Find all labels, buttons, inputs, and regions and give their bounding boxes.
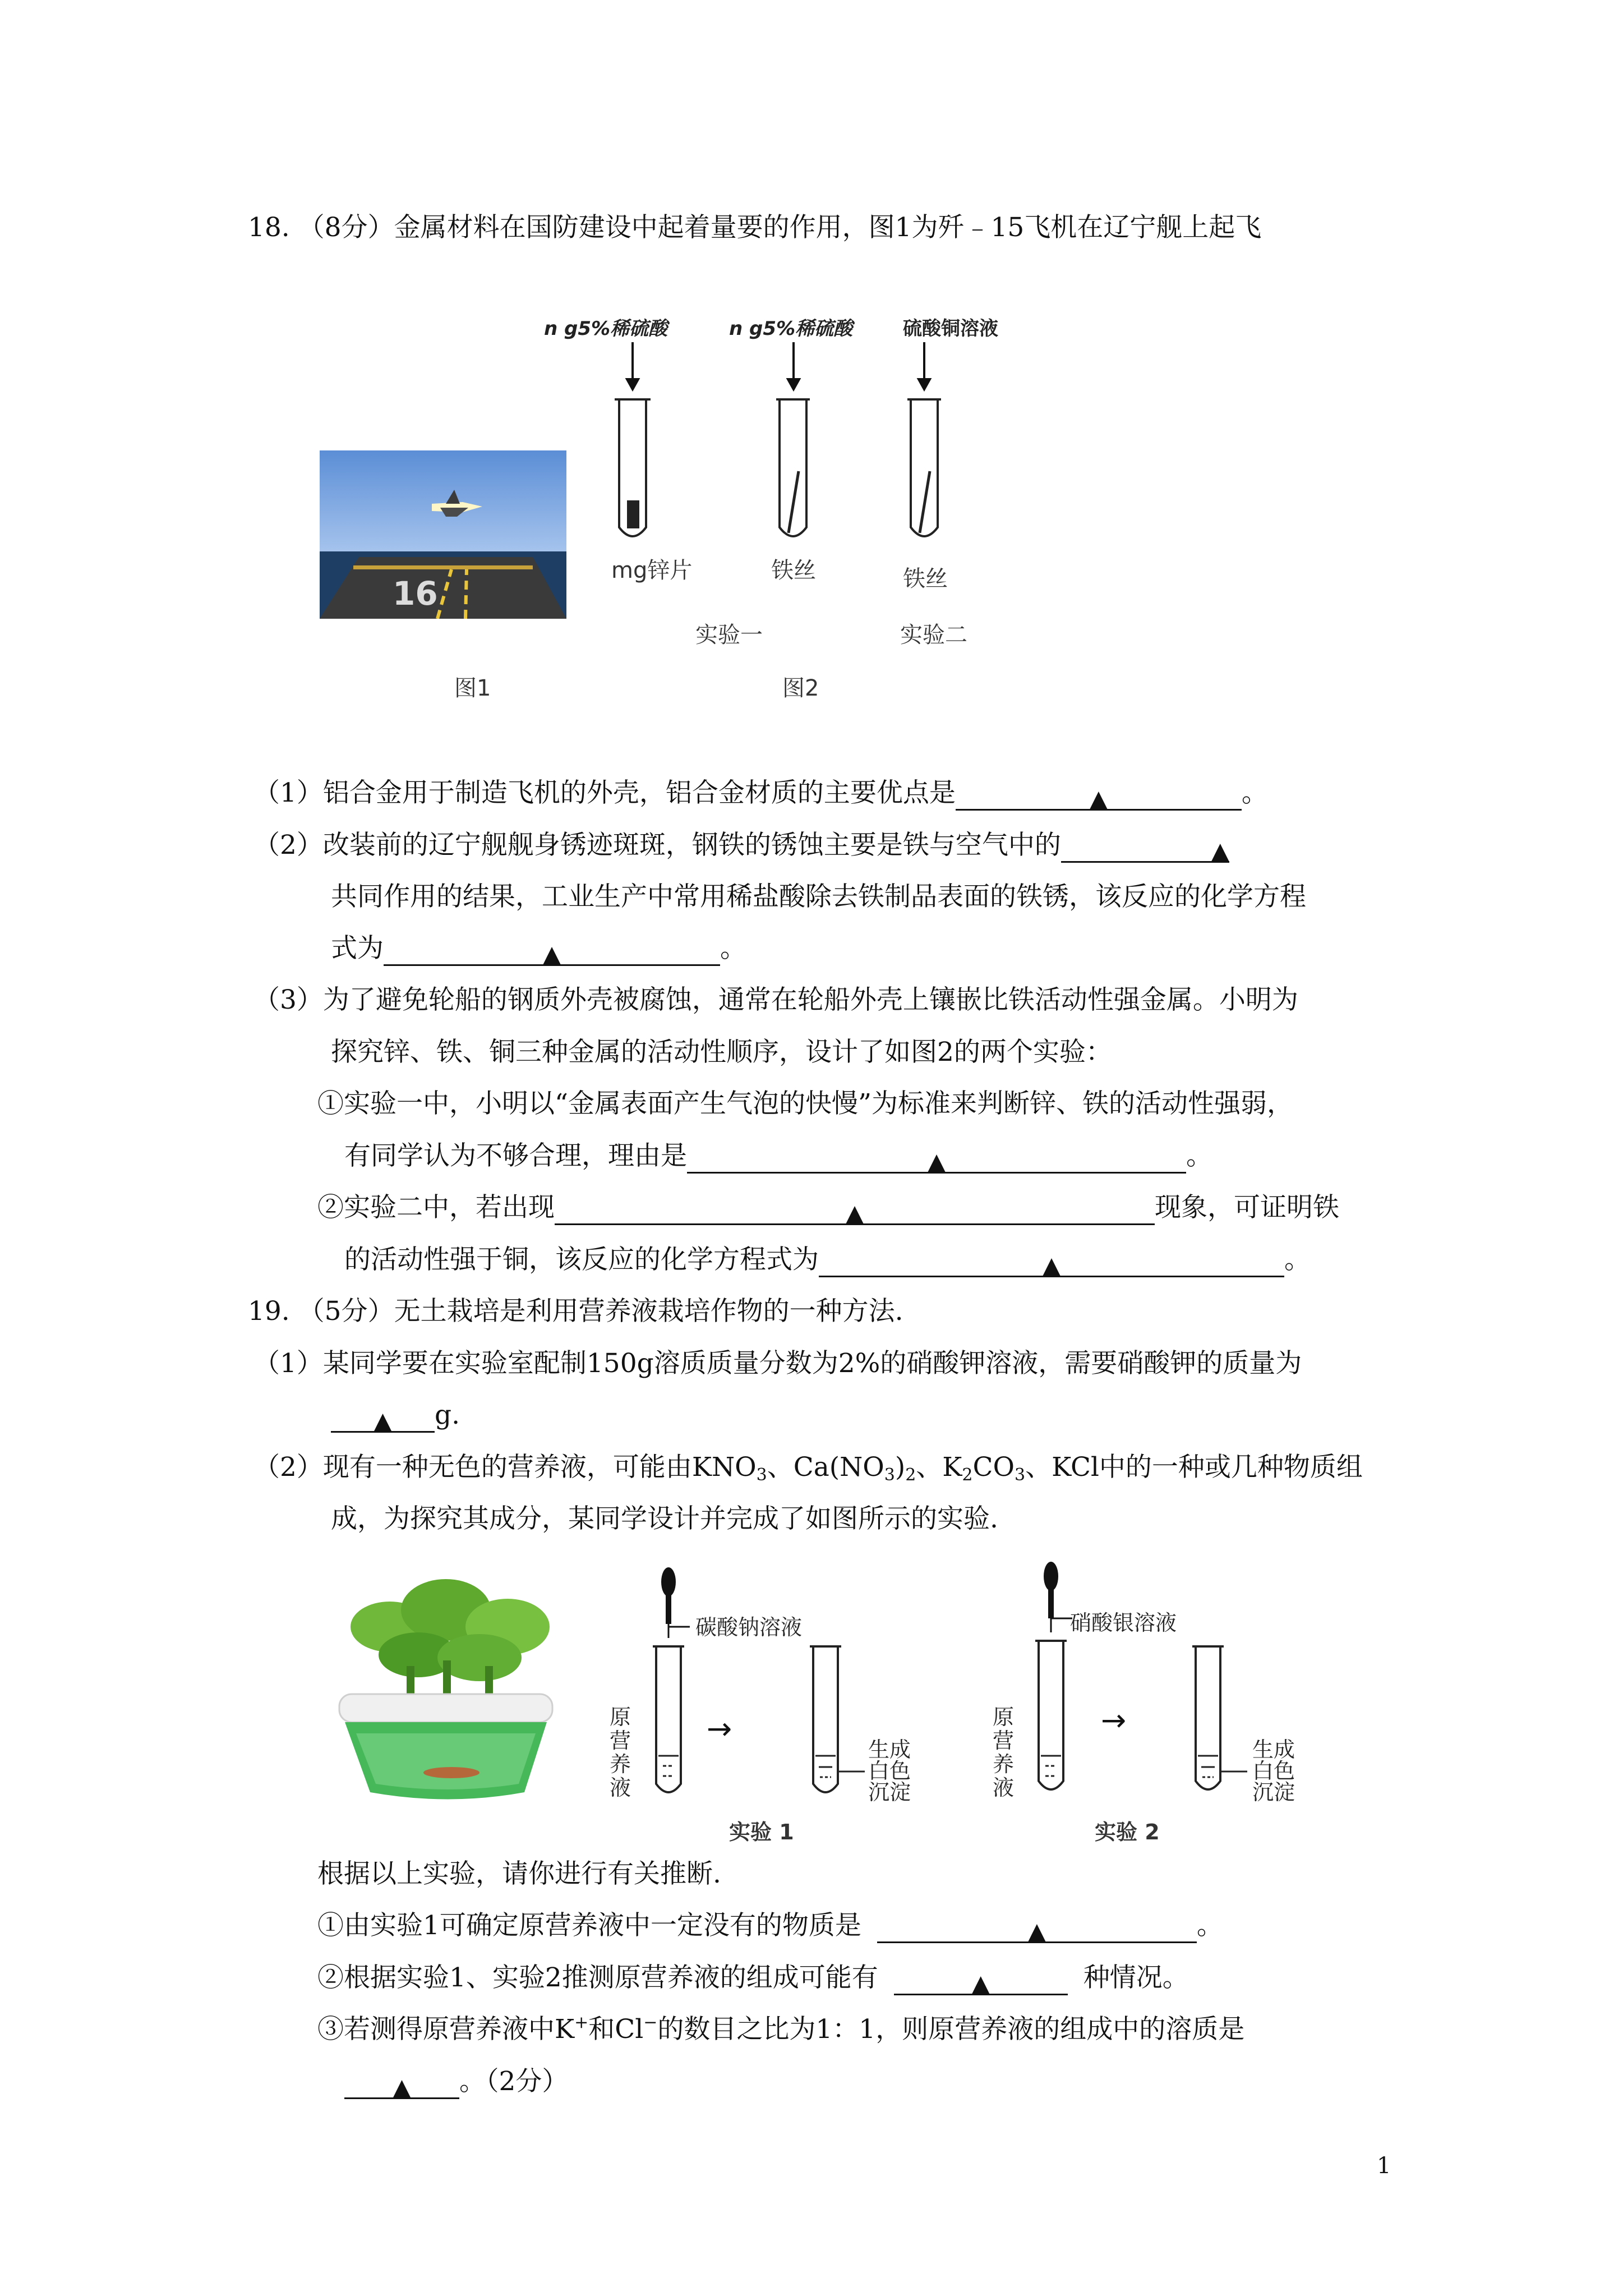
answer-blank[interactable]: ▲ [877, 1913, 1197, 1943]
precipitate-label-1: 生成白色沉淀 [868, 1737, 911, 1805]
answer-blank[interactable]: ▲ [956, 781, 1242, 811]
q18-part2-line3: 式为 ▲ 。 [331, 933, 746, 968]
deck-number: 16 [393, 574, 438, 613]
q19-inference-1: ①由实验1可确定原营养液中一定没有的物质是 ▲ 。 [317, 1910, 1223, 1945]
answer-blank[interactable]: ▲ [819, 1248, 1284, 1277]
experiment-2-caption: 实验二 [900, 622, 967, 648]
figure-2-test-tubes [561, 337, 987, 550]
q18-part2-line2: 共同作用的结果，工业生产中常用稀盐酸除去铁制品表面的铁锈，该反应的化学方程 [331, 881, 1306, 912]
figure-2-caption: 图2 [782, 675, 819, 701]
reagent-label-a: n g5%稀硫酸 [544, 318, 668, 340]
experiment-1-caption: 实验一 [695, 622, 763, 648]
arrow-2: → [1101, 1703, 1127, 1738]
experiment-1-tubes [634, 1565, 869, 1806]
q18-part3-line2: 探究锌、铁、铜三种金属的活动性顺序，设计了如图2的两个实验： [331, 1037, 1112, 1068]
q19-inference-intro: 根据以上实验，请你进行有关推断. [317, 1858, 721, 1889]
q18-part2-line1: （2）改装前的辽宁舰舰身锈迹斑斑，钢铁的锈蚀主要是铁与空气中的 ▲ [253, 830, 1229, 864]
answer-blank[interactable]: ▲ [1061, 833, 1229, 863]
iron-wire-label-2: 铁丝 [903, 566, 948, 592]
q18-part3-line1: （3）为了避免轮船的钢质外壳被腐蚀，通常在轮船外壳上镶嵌比铁活动性强金属。小明为 [253, 984, 1298, 1015]
answer-blank[interactable]: ▲ [331, 1403, 435, 1433]
q19-part1-line1: （1）某同学要在实验室配制150g溶质质量分数为2%的硝酸钾溶液，需要硝酸钾的质量为 [253, 1348, 1302, 1379]
arrow-1: → [707, 1711, 732, 1746]
answer-blank[interactable]: ▲ [384, 936, 720, 966]
zinc-label: mg锌片 [611, 558, 693, 583]
q18-part3-line4: 有同学认为不够合理，理由是 ▲ 。 [344, 1140, 1212, 1175]
q19-inference-3-answer: ▲ 。（2分） [344, 2064, 568, 2099]
original-solution-label-1: 原营养液 [609, 1705, 631, 1800]
reagent-sodium-carbonate: 碳酸钠溶液 [695, 1615, 803, 1640]
page-number: 1 [1377, 2153, 1391, 2179]
q18-part3-line5: ②实验二中，若出现 ▲ 现象，可证明铁 [317, 1192, 1339, 1227]
answer-blank[interactable]: ▲ [555, 1195, 1155, 1225]
q19-experiment-1-caption: 实验 1 [729, 1820, 794, 1844]
reagent-label-c: 硫酸铜溶液 [903, 318, 998, 340]
precipitate-label-2: 生成白色沉淀 [1252, 1737, 1295, 1805]
q18-part3-line3: ①实验一中，小明以“金属表面产生气泡的快慢”为标准来判断锌、铁的活动性强弱， [317, 1088, 1294, 1119]
figure-1-caption: 图1 [454, 675, 491, 701]
q19-experiment-2-caption: 实验 2 [1095, 1820, 1160, 1844]
hydroponic-plant-photo [322, 1565, 572, 1806]
iron-wire-label-1: 铁丝 [771, 558, 816, 583]
q18-part1: （1）铝合金用于制造飞机的外壳，铝合金材质的主要优点是 ▲ 。 [253, 777, 1268, 812]
q18-header: 18. （8分）金属材料在国防建设中起着量要的作用，图1为歼﹣15飞机在辽宁舰上起飞 [248, 212, 1262, 243]
figure-1-jet-photo [320, 450, 566, 619]
q19-part2-line2: 成，为探究其成分，某同学设计并完成了如图所示的实验. [331, 1503, 998, 1534]
q19-inference-3: ③若测得原营养液中K+和Cl−的数目之比为1：1，则原营养液的组成中的溶质是 [317, 2013, 1245, 2045]
q18-part3-line6: 的活动性强于铜，该反应的化学方程式为 ▲ 。 [344, 1244, 1311, 1279]
answer-blank[interactable]: ▲ [344, 2069, 459, 2099]
original-solution-label-2: 原营养液 [992, 1705, 1014, 1800]
answer-blank[interactable]: ▲ [894, 1966, 1068, 1995]
experiment-2-tubes [1016, 1559, 1252, 1806]
reagent-label-b: n g5%稀硫酸 [729, 318, 853, 340]
reagent-silver-nitrate: 硝酸银溶液 [1070, 1611, 1177, 1635]
q19-part1-line2: ▲ g. [331, 1398, 460, 1433]
q19-inference-2: ②根据实验1、实验2推测原营养液的组成可能有 ▲ 种情况。 [317, 1962, 1189, 1997]
q19-part2-line1: （2）现有一种无色的营养液，可能由$KNO_3$、$Ca(NO_3)_2$、$K_2CO_3$、KCl中的一种或几种物质组 [253, 1452, 1363, 1485]
q19-header: 19. （5分）无土栽培是利用营养液栽培作物的一种方法. [248, 1296, 903, 1327]
answer-blank[interactable]: ▲ [687, 1144, 1186, 1174]
